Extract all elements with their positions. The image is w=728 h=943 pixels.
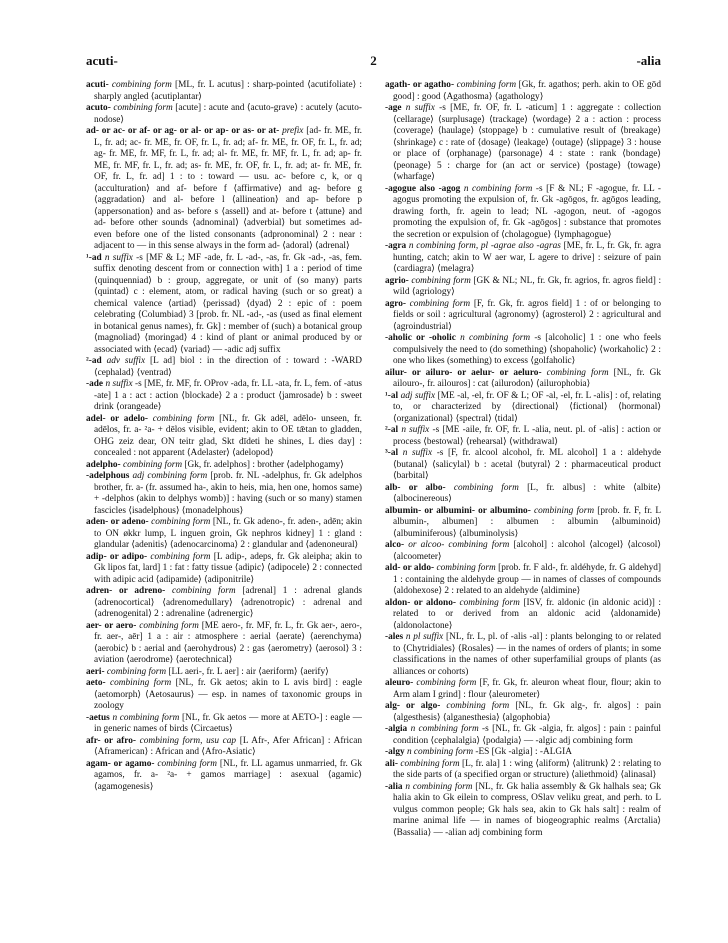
entry-part-of-speech: combining form — [113, 103, 173, 113]
entry-headword: -aetus — [86, 712, 110, 723]
entry-definition: [NL, fr. Gk adēl, adēlo- unseen, fr. adēlos, fr. a- ²a- + dēlos visible, evident; akin to OE tǣtan to gladden, OHG zeiz dear, ON teitr glad, Skt dīdeti he shines, L dies day] : concealed : not apparent ⟨Adelaster⟩ ⟨adelopod⟩ — [94, 413, 362, 458]
entry-part-of-speech: combining form — [150, 551, 211, 562]
entry-headword: aeri- — [86, 666, 105, 677]
entry-definition: [L adip-, adeps, fr. Gk aleipha; akin to Gk lipos fat, lard] 1 : fat : fatty tissue ⟨adipic⟩ ⟨adipocele⟩ 2 : connected with adipic acid ⟨adipamide⟩ ⟨adiponitrile⟩ — [94, 551, 362, 585]
entry-headword: ³-al — [385, 448, 399, 458]
entry-definition: [NL, fr. Gk aetos; akin to L avis bird] : eagle ⟨aetomorph⟩ ⟨Aetosaurus⟩ — esp. in names of taxonomic groups in zoology — [94, 678, 362, 711]
dictionary-entry — [86, 517, 362, 552]
entry-part-of-speech: n suffix — [104, 252, 133, 263]
entry-headword: acuti- — [86, 80, 109, 90]
entry-definition: [NL, fr. LL agamus unmarried, fr. Gk agamos, fr. a- ²a- + gamos marriage] : asexual ⟨agamic⟩ ⟨agamogenesis⟩ — [94, 758, 362, 792]
entry-part-of-speech: combining form — [446, 701, 510, 711]
dictionary-entry — [385, 747, 661, 759]
dictionary-entry — [86, 379, 362, 414]
dictionary-entry — [385, 276, 661, 299]
entry-headword: -aholic or -oholic — [385, 333, 456, 343]
dictionary-entry — [385, 632, 661, 678]
dictionary-entry — [86, 667, 362, 679]
entry-part-of-speech: combining form — [546, 367, 609, 378]
entry-part-of-speech: combining form — [111, 80, 172, 90]
entry-part-of-speech: n combining form — [410, 724, 479, 734]
dictionary-entry — [86, 736, 362, 759]
dictionary-entry — [86, 471, 362, 517]
dictionary-entry — [385, 759, 661, 782]
entry-headword: -adelphous — [86, 471, 130, 481]
dictionary-entry — [385, 563, 661, 598]
entry-part-of-speech: n combining form — [405, 781, 473, 792]
entry-headword: adip- or adipo- — [86, 551, 148, 562]
entry-definition: [L Afr-, Afer African] : African ⟨Aframerican⟩ : African and ⟨Afro-Asiatic⟩ — [94, 735, 362, 757]
page-number: 2 — [370, 53, 377, 68]
entry-part-of-speech: combining form — [152, 413, 215, 424]
dictionary-entry — [86, 678, 362, 713]
dictionary-entry — [86, 586, 362, 621]
page-header — [86, 53, 661, 69]
entry-part-of-speech: adj combining form — [132, 471, 208, 481]
dictionary-entry — [385, 598, 661, 633]
entry-headword: alg- or algo- — [385, 701, 441, 711]
entry-part-of-speech: combining form — [416, 678, 477, 688]
entry-definition: [NL, fr. Gk adeno-, fr. aden-, adēn; akin to ON økkr lump, L inguen groin, Gk nephros kidney] 1 : gland : glandular ⟨adenitis⟩ ⟨adenocarcinoma⟩ 2 : glandular and ⟨adenoneural⟩ — [94, 517, 362, 550]
entry-headword: acuto- — [86, 103, 111, 113]
dictionary-entry — [385, 483, 661, 506]
entry-part-of-speech: combining form — [157, 758, 218, 769]
entry-part-of-speech: combining form — [151, 517, 211, 527]
entry-definition: -s [F & NL; F -agogue, fr. LL -agogus promoting the expulsion of, fr. Gk -agōgos, fr. agōgos leading, drawing forth, fr. agein to lead; NL -agogon, neut. of -agogos promoting the expulsion of, fr. Gk -agōgos] : substance that promotes the secretion or expulsion of ⟨cholagogue⟩ ⟨lymphagogue⟩ — [393, 183, 661, 240]
dictionary-entry — [385, 782, 661, 840]
entry-definition: [alcohol] : alcohol ⟨alcogel⟩ ⟨alcosol⟩ ⟨alcoometer⟩ — [393, 540, 661, 562]
entry-definition: [Gk, fr. agathos; perh. akin to OE gōd good] : good ⟨Agathosma⟩ ⟨agathology⟩ — [393, 80, 661, 102]
entry-part-of-speech: n pl suffix — [405, 632, 444, 642]
entry-definition: -s [NL, fr. Gk -algia, fr. algos] : pain : painful condition ⟨cephalalgia⟩ ⟨podalgia⟩ — -algic adj combining form — [393, 724, 661, 746]
dictionary-entry — [86, 103, 362, 126]
entry-part-of-speech: or alcoo- combining form — [408, 540, 510, 550]
entry-part-of-speech: combining form — [409, 298, 471, 309]
entry-definition: [NL, fr. L, pl. of -alis -al] : plants belonging to or related to ⟨Chytridiales⟩ ⟨Rosales⟩ — in the names of orders of plants; in some classifications in the names of other superfamilial groups of plants (as alliances or cohorts) — [393, 632, 661, 677]
dictionary-entry — [385, 241, 661, 276]
entry-headword: ailur- or ailuro- or aelur- or aeluro- — [385, 367, 542, 378]
entry-headword: agrio- — [385, 275, 409, 286]
entry-part-of-speech: adv suffix — [106, 356, 146, 366]
dictionary-entry — [385, 184, 661, 242]
left-column — [86, 80, 362, 930]
dictionary-entry — [385, 678, 661, 701]
entry-definition: [NL, fr. Gk ailouro-, fr. ailouros] : cat ⟨ailurodon⟩ ⟨ailurophobia⟩ — [393, 367, 661, 389]
dictionary-entry — [385, 333, 661, 368]
entry-definition: [prob. fr. F, fr. L albumin-, albumen] : albumen : albumin ⟨albuminoid⟩ ⟨albuminiferous⟩ ⟨albuminolysis⟩ — [393, 505, 661, 539]
entry-part-of-speech: combining form — [400, 758, 460, 769]
dictionary-entry — [86, 80, 362, 103]
dictionary-entry — [86, 460, 362, 472]
entry-definition: [ME aero-, fr. MF, fr. L, fr. Gk aer-, aero-, fr. aer-, aēr] 1 a : air : atmosphere : aerial ⟨aerate⟩ ⟨aerenchyma⟩ ⟨aerobic⟩ b : aerial and ⟨aerohydrous⟩ 2 : gas ⟨aerometry⟩ ⟨aerosol⟩ 3 : aviation ⟨aerodrome⟩ ⟨aerotechnical⟩ — [94, 620, 362, 665]
dictionary-entry — [385, 425, 661, 448]
entry-headword: alco- — [385, 540, 405, 550]
entry-definition: [ME -al, -el, fr. OF & L; OF -al, -el, fr. L -alis] : of, relating to, or characterized by ⟨directional⟩ ⟨fictional⟩ ⟨hormonal⟩ ⟨organizational⟩ ⟨spectral⟩ ⟨tidal⟩ — [393, 390, 661, 424]
entry-part-of-speech: n combining form — [406, 747, 474, 757]
entry-part-of-speech: combining form — [534, 505, 595, 516]
entry-part-of-speech: n combining form, pl -agrae also -agras — [408, 241, 561, 251]
entry-headword: alb- or albo- — [385, 482, 446, 493]
entry-headword: -age — [385, 103, 402, 113]
entry-part-of-speech: combining form — [106, 666, 167, 677]
entry-definition: [L, fr. ala] 1 : wing ⟨aliform⟩ ⟨alitrunk⟩ 2 : relating to the side parts of (a specified organ or structure) ⟨aliethmoid⟩ ⟨alinasal⟩ — [393, 758, 661, 780]
entry-part-of-speech: n combining form — [460, 333, 531, 343]
entry-headword: -ales — [385, 632, 404, 642]
entry-part-of-speech: combining form — [172, 586, 236, 596]
entry-definition: -s [MF & L; MF -ade, fr. L -ad-, -as, fr. Gk -ad-, -as, fem. suffix denoting descent from or connection with] 1 a : period of time ⟨quinquenniad⟩ b : group, aggregate, or unit of (so many) parts ⟨quintad⟩ c : element, atom, or radical having (such or so great) a chemical valence ⟨artiad⟩ ⟨perissad⟩ ⟨dyad⟩ 2 : epic of : poem celebrating ⟨Columbiad⟩ 3 [prob. fr. NL -ad-, -as (used as final element in botanical genus names), fr. Gk] : member of (such) a botanical group ⟨magnoliad⟩ ⟨moringad⟩ 4 : kind of plant or animal produced by or associated with ⟨ecad⟩ ⟨variad⟩ — -adic adj suffix — [94, 252, 362, 355]
entry-definition: [ML, fr. L acutus] : sharp-pointed ⟨acutifoliate⟩ : sharply angled ⟨acutiplantar⟩ — [94, 80, 362, 102]
entry-part-of-speech: n combining form — [463, 183, 533, 194]
entry-headword: ¹-ad — [86, 252, 102, 263]
dictionary-entry — [385, 299, 661, 334]
entry-headword: ²-ad — [86, 356, 102, 366]
entry-part-of-speech: combining form — [139, 620, 199, 631]
entry-headword: adren- or adreno- — [86, 586, 166, 596]
entry-definition: [F, fr. Gk, fr. agros field] 1 : of or belonging to fields or soil : agricultural ⟨agronomy⟩ ⟨agrosterol⟩ 2 : agricultural and ⟨agroindustrial⟩ — [393, 298, 661, 332]
entry-headword: aden- or adeno- — [86, 517, 149, 527]
entry-part-of-speech: combining form — [456, 80, 517, 90]
entry-definition: -s [ME -aile, fr. OF, fr. L -alia, neut. pl. of -alis] : action or process ⟨bestowal⟩ ⟨rehearsal⟩ ⟨withdrawal⟩ — [393, 425, 661, 447]
dictionary-entry — [385, 448, 661, 483]
entry-definition: [adrenal] 1 : adrenal glands ⟨adrenocortical⟩ ⟨adrenomedullary⟩ ⟨adrenotropic⟩ : adrenal and ⟨adrenogenital⟩ 2 : adrenaline ⟨adrenergic⟩ — [94, 586, 362, 619]
entry-part-of-speech: n combining form — [112, 712, 180, 723]
entry-definition: [LL aeri-, fr. L aer] : air ⟨aeriform⟩ ⟨aerify⟩ — [168, 666, 329, 677]
entry-headword: aeto- — [86, 678, 106, 688]
guide-word-right: -alia — [636, 53, 661, 68]
entry-headword: ali- — [385, 758, 398, 769]
entry-headword: agro- — [385, 298, 406, 309]
entry-definition: [ISV, fr. aldonic (in aldonic acid)] : related to or derived from an aldonic acid ⟨aldonamide⟩ ⟨aldonolactone⟩ — [393, 597, 661, 631]
entry-part-of-speech: n suffix — [105, 379, 133, 389]
entry-headword: albumin- or albumini- or albumino- — [385, 505, 531, 516]
entry-headword: adel- or adelo- — [86, 413, 149, 424]
entry-headword: ad- or ac- or af- or ag- or al- or ap- or as- or at- — [86, 126, 280, 136]
dictionary-entry — [86, 126, 362, 253]
dictionary-entry — [385, 506, 661, 541]
entry-definition: [GK & NL; NL, fr. Gk, fr. agrios, fr. agros field] : wild ⟨agriology⟩ — [393, 275, 661, 297]
entry-headword: aer- or aero- — [86, 620, 137, 631]
entry-definition: -s [ME, fr. MF, fr. OProv -ada, fr. LL -ata, fr. L, fem. of -atus -ate] 1 a : act : action ⟨blockade⟩ 2 a : product ⟨jamrosade⟩ b : sweet drink ⟨orangeade⟩ — [94, 379, 362, 412]
entry-part-of-speech: combining form, usu cap — [139, 735, 237, 746]
entry-part-of-speech: combining form — [436, 563, 496, 573]
entry-part-of-speech: prefix — [282, 126, 304, 136]
dictionary-entry — [86, 552, 362, 587]
entry-part-of-speech: combining form — [110, 678, 172, 688]
dictionary-entry — [86, 356, 362, 379]
dictionary-entry — [86, 759, 362, 794]
dictionary-entry — [385, 540, 661, 563]
entry-headword: -alia — [385, 781, 403, 792]
entry-definition: -s [F, fr. alcool alcohol, fr. ML alcohol] 1 a : aldehyde ⟨butanal⟩ ⟨salicylal⟩ b : acetal ⟨butyral⟩ 2 : pharmaceutical product ⟨barbital⟩ — [393, 448, 661, 481]
entry-headword: ²-al — [385, 425, 399, 435]
entry-headword: aldon- or aldono- — [385, 597, 456, 608]
entry-definition: [prob. fr. NL -adelphus, fr. Gk adelphos brother, fr. a- (fr. assumed ha-, akin to heis, mia, hen one, homos same) + -delphos (akin to delphys womb)] : having (such or so many) stamen fascicles ⟨isadelphous⟩ ⟨monadelphous⟩ — [94, 471, 362, 516]
dictionary-entry — [385, 701, 661, 724]
entry-headword: aleuro- — [385, 678, 414, 688]
entry-part-of-speech: n suffix — [402, 448, 433, 458]
entry-definition: [L, fr. albus] : white ⟨albite⟩ ⟨albocinereous⟩ — [393, 482, 661, 504]
entry-definition: -s [ME, fr. OF, fr. L -aticum] 1 : aggregate : collection ⟨cellarage⟩ ⟨surplusage⟩ ⟨trackage⟩ ⟨wordage⟩ 2 a : action : process ⟨coverage⟩ ⟨haulage⟩ ⟨stoppage⟩ b : cumulative result of ⟨breakage⟩ ⟨shrinkage⟩ c : rate of ⟨dosage⟩ ⟨leakage⟩ ⟨outage⟩ ⟨slippage⟩ 3 : house or place of ⟨orphanage⟩ ⟨parsonage⟩ 4 : state : rank ⟨bondage⟩ ⟨peonage⟩ 5 : charge for (an act or service) ⟨postage⟩ ⟨towage⟩ ⟨wharfage⟩ — [393, 103, 661, 182]
entry-definition: [prob. fr. F ald-, fr. aldéhyde, fr. G aldehyd] 1 : containing the aldehyde group — in names of classes of compounds ⟨aldohexose⟩ 2 : related to an aldehyde ⟨aldimine⟩ — [393, 563, 661, 596]
entry-definition: [NL, fr. Gk halia assembly & Gk halhals sea; Gk halia akin to Gk eilein to compress, OSlav veliku great, and perh. to L vulgus common people; Gk hals sea, akin to Gk hals salt] : realm of marine animal life — in names of biogeographic realms ⟨Arctalia⟩ ⟨Bassalia⟩ — -alian adj combining form — [393, 781, 661, 838]
entry-headword: -ade — [86, 379, 104, 389]
dictionary-entry — [385, 103, 661, 184]
dictionary-entry — [385, 724, 661, 747]
entry-definition: [acute] : acute and ⟨acuto-grave⟩ : acutely ⟨acuto-nodose⟩ — [94, 103, 362, 125]
entry-headword: ¹-al — [385, 390, 399, 401]
entry-part-of-speech: n suffix — [405, 103, 435, 113]
entry-definition: [ME, fr. L, fr. Gk, fr. agra hunting, catch; akin to W aer war, L agere to drive] : seizure of pain ⟨cardiagra⟩ ⟨melagra⟩ — [393, 241, 661, 274]
entry-headword: ald- or aldo- — [385, 563, 435, 573]
dictionary-entry — [86, 621, 362, 667]
entry-definition: [F, fr. Gk, fr. aleuron wheat flour, flour; akin to Arm alam I grind] : flour ⟨aleurometer⟩ — [393, 678, 661, 700]
entry-headword: -algy — [385, 747, 405, 757]
entry-definition: [NL, fr. Gk aetos — more at AETO-] : eagle — in generic names of birds ⟨Circaetus⟩ — [94, 712, 362, 734]
entry-headword: agam- or agamo- — [86, 758, 155, 769]
entry-definition: -s [alcoholic] 1 : one who feels compulsively the need to (do something) ⟨shopaholic⟩ ⟨workaholic⟩ 2 : one who likes (something) to excess ⟨golfaholic⟩ — [393, 333, 661, 366]
entry-part-of-speech: combining form — [459, 597, 520, 608]
entry-headword: -agra — [385, 241, 407, 251]
entry-part-of-speech: adj suffix — [400, 390, 436, 401]
dictionary-entry — [385, 80, 661, 103]
entry-headword: adelpho- — [86, 459, 121, 470]
entry-definition: [NL, fr. Gk alg-, fr. algos] : pain ⟨algesthesis⟩ ⟨alganesthesia⟩ ⟨algophobia⟩ — [393, 701, 661, 723]
entry-part-of-speech: combining form — [453, 482, 519, 493]
dictionary-entry — [385, 391, 661, 426]
entry-headword: afr- or afro- — [86, 735, 136, 746]
dictionary-entry — [86, 414, 362, 460]
entry-definition: [ad- fr. ME, fr. L, fr. ad; ac- fr. ME, fr. OF, fr. L, fr. ad; af- fr. ME, fr. OF, fr. L, fr. ad; ag- fr. ME, fr. MF, fr. L, fr. ad; al- fr. ME, fr. MF, fr. L, fr. ad; ap- fr. ME, fr. MF, fr. L, fr. ad; as- fr. ME, fr. OF, fr. L, fr. ad; at- fr. ME, fr. OF, fr. L, fr. ad] 1 : to : toward — usu. ac- before c, k, or q ⟨acculturation⟩ and af- before f ⟨affirmative⟩ and ag- before g ⟨aggradation⟩ and al- before l ⟨allineation⟩ and ap- before p ⟨appersonation⟩ and as- before s ⟨assell⟩ and at- before t ⟨attune⟩ and ad- before other sounds ⟨adnominal⟩ ⟨adverbial⟩ but sometimes ad- even before one of the listed consonants ⟨adpronominal⟩ 2 : near : adjacent to — in this sense always in the form ad- ⟨adoral⟩ ⟨adrenal⟩ — [94, 126, 362, 251]
right-column — [385, 80, 661, 930]
entry-definition: [L ad] biol : in the direction of : toward : -WARD ⟨cephalad⟩ ⟨ventrad⟩ — [94, 356, 362, 378]
entry-headword: -algia — [385, 724, 408, 734]
entry-part-of-speech: n suffix — [401, 425, 430, 435]
entry-part-of-speech: combining form — [411, 275, 471, 286]
entry-part-of-speech: combining form — [122, 459, 183, 470]
entry-definition: [Gk, fr. adelphos] : brother ⟨adelphogamy⟩ — [184, 459, 344, 470]
entry-definition: -ES [Gk -algia] : -ALGIA — [475, 747, 572, 757]
dictionary-entry — [385, 368, 661, 391]
entry-headword: agath- or agatho- — [385, 80, 455, 90]
guide-word-left: acuti- — [86, 53, 118, 68]
dictionary-entry — [86, 253, 362, 357]
entry-headword: -agogue also -agog — [385, 183, 461, 194]
dictionary-entry — [86, 713, 362, 736]
